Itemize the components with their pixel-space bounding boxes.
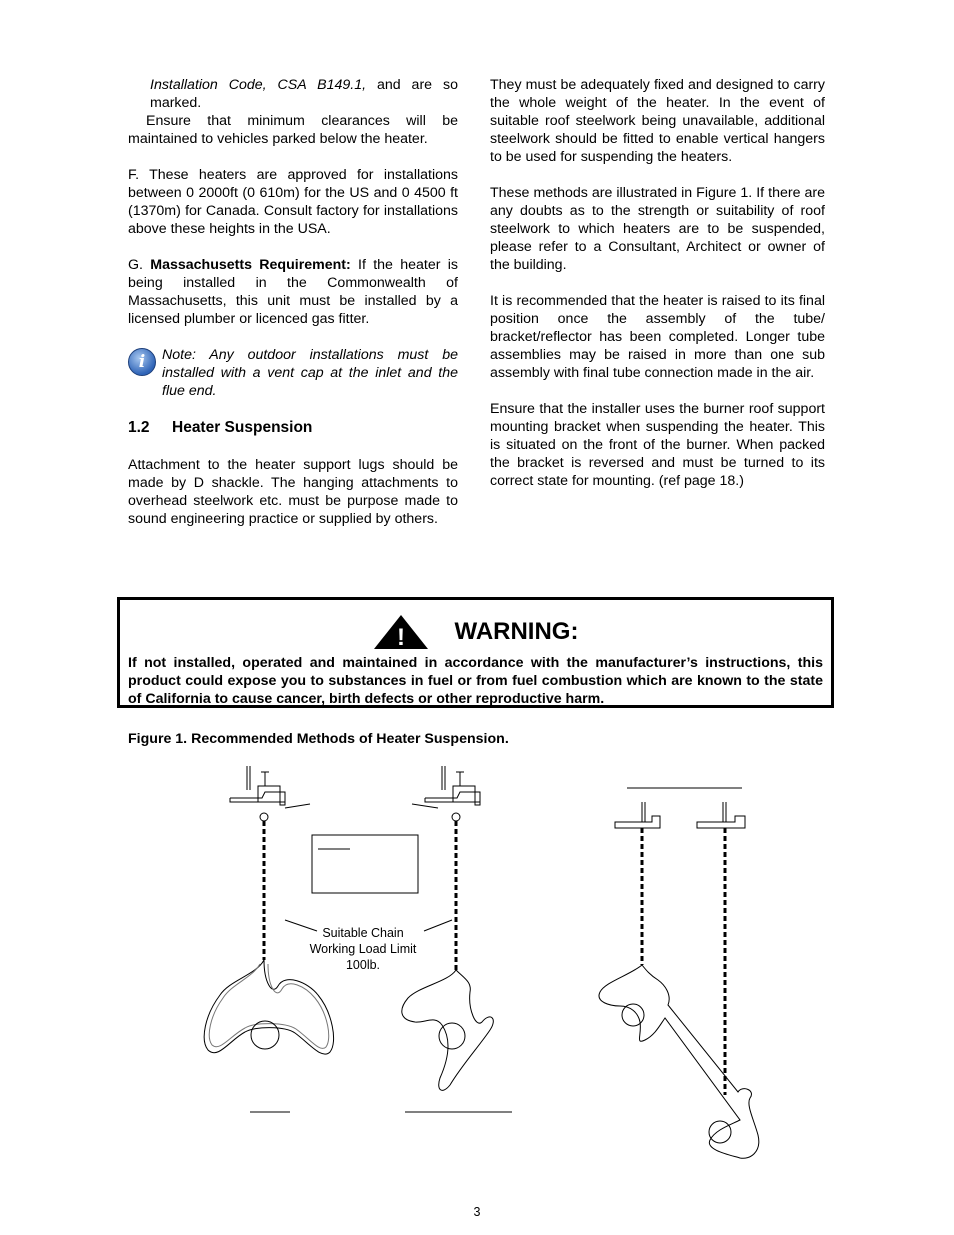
paragraph-clearances: Ensure that minimum clearances will be maintained to vehicles parked below the heater. <box>128 113 458 147</box>
section-heading: 1.2 Heater Suspension <box>128 419 313 436</box>
figure-caption: Figure 1. Recommended Methods of Heater Suspension. <box>128 731 509 747</box>
paragraph-bracket: Ensure that the installer uses the burner roof support mounting bracket when suspending the heater. This is situated on the front of the burner. When packed the bracket is reversed and must be turned to its correct state for mounting. (ref page 18.) <box>490 401 825 489</box>
info-icon: i <box>128 348 156 376</box>
note-outdoor: i Note: Any outdoor installations must be installed with a vent cap at the inlet and the flue end. <box>128 346 458 400</box>
warning-text: If not installed, operated and maintained in accordance with the manufacturer’s instructions, this product could expose you to substances in fuel or from fuel combustion which are known to the state of California to cause cancer, birth defects or other reproductive harm. <box>128 655 823 707</box>
left-column <box>128 76 458 528</box>
suspension-figure <box>190 760 790 1185</box>
warning-header <box>120 614 831 654</box>
label-box <box>312 835 418 893</box>
paragraph-methods: These methods are illustrated in Figure 1. If there are any doubts as to the strength or suitability of roof steelwork to which heaters are to be suspended, please refer to a Consultant, Architect or owner of the building. <box>490 185 825 273</box>
warning-triangle-icon <box>373 614 429 650</box>
paragraph-altitude: F. These heaters are approved for installations between 0 2000ft (0 610m) for the US and 0 4500 ft (1370m) for Canada. Consult factory for installations above these heights in the USA. <box>128 167 458 237</box>
chain-label: Suitable Chain Working Load Limit 100lb. <box>309 926 417 972</box>
hanger-3 <box>599 788 759 1158</box>
page-number: 3 <box>473 1205 481 1219</box>
warning-title: WARNING: <box>454 618 579 645</box>
svg-text:!: ! <box>396 624 405 650</box>
paragraph-massachusetts: G. Massachusetts Requirement: If the heater is being installed in the Commonwealth of Massachusetts, this unit must be installed by a licensed plumber or licenced gas fitter. <box>128 257 459 327</box>
paragraph-fixed: They must be adequately fixed and designed to carry the whole weight of the heater. In the event of suitable roof steelwork being unavailable, additional steelwork should be fitted to enable vertical hangers to be used for suspending the heaters. <box>490 77 825 165</box>
paragraph-attachment: Attachment to the heater support lugs should be made by D shackle. The hanging attachments to overhead steelwork etc. must be purpose made to sound engineering practice or supplied by others. <box>128 457 458 527</box>
right-column <box>490 76 825 490</box>
paragraph-raising: It is recommended that the heater is raised to its final position once the assembly of the tube/ bracket/reflector has been completed. Longer tube assemblies may be raised in more than one sub assembly with final tube connection made in the air. <box>490 293 825 381</box>
paragraph-installation-code: Installation Code, CSA B149.1, and are so marked. <box>150 77 458 111</box>
warning-box <box>117 597 834 708</box>
